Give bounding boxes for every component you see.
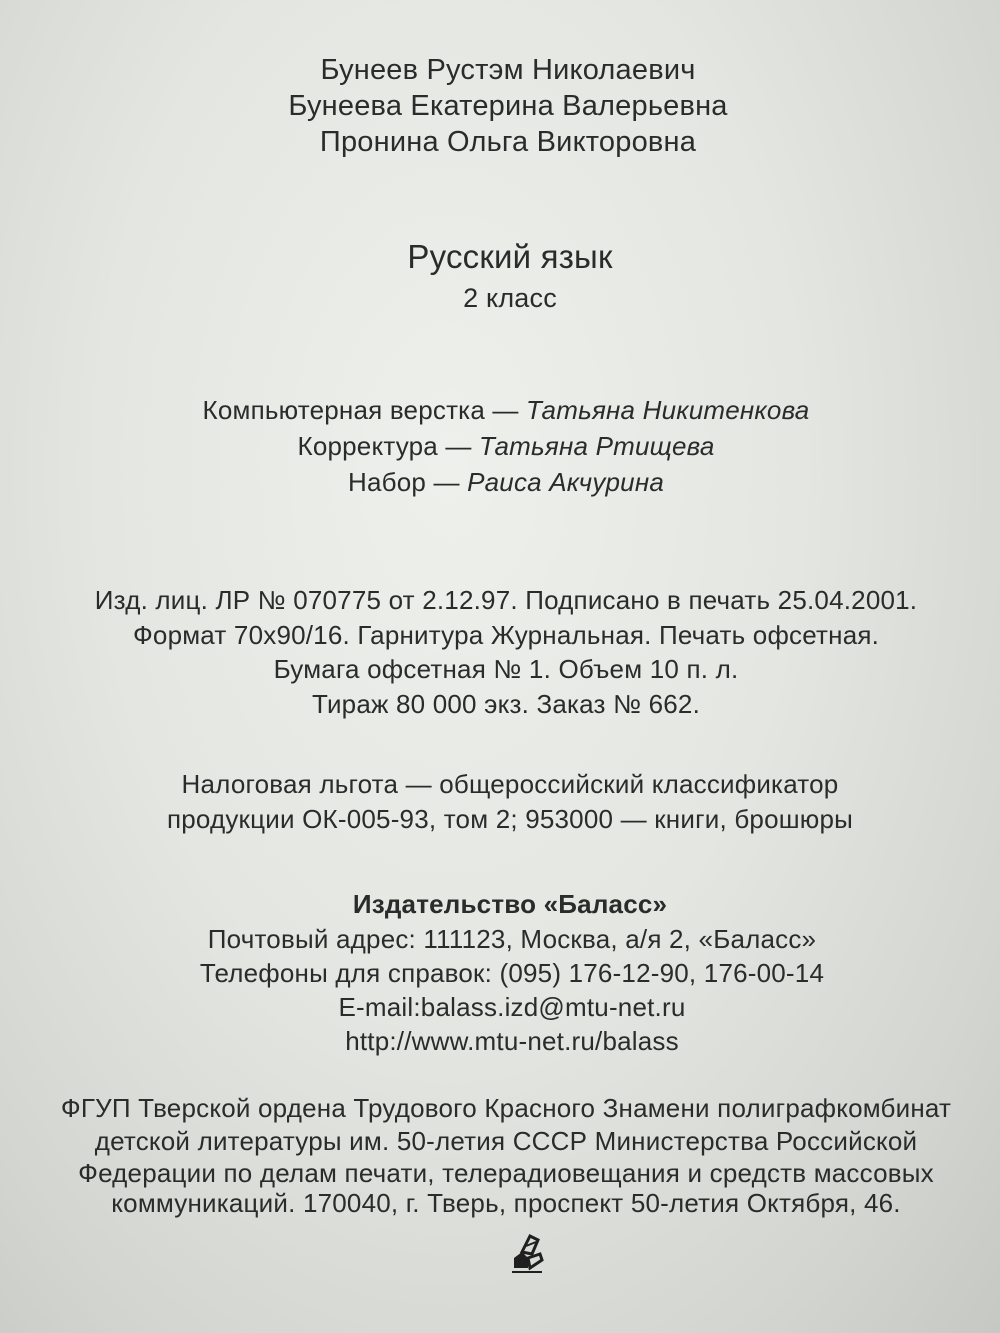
publisher-phones: Телефоны для справок: (095) 176-12-90, 176-00-14 bbox=[199, 958, 825, 988]
publisher-email: E-mail:balass.izd@mtu-net.ru bbox=[338, 992, 686, 1022]
printer-line-3: Федерации по делам печати, телерадиовещания и средств массовых bbox=[78, 1158, 934, 1188]
publisher-url: http://www.mtu-net.ru/balass bbox=[345, 1026, 679, 1056]
printer-book-logo-icon bbox=[508, 1228, 548, 1276]
tax-line-2: продукции ОК-005-93, том 2; 953000 — книги, брошюры bbox=[166, 804, 854, 834]
credit-proofreading bbox=[6, 429, 1000, 463]
publisher-name: Издательство «Баласс» bbox=[352, 889, 668, 919]
imprint-line-1: Изд. лиц. ЛР № 070775 от 2.12.97. Подписано в печать 25.04.2001. bbox=[94, 585, 918, 615]
publisher-address: Почтовый адрес: 111123, Москва, а/я 2, «Баласс» bbox=[207, 924, 817, 954]
printer-line-1: ФГУП Тверской ордена Трудового Красного Знамени полиграфкомбинат bbox=[60, 1093, 952, 1123]
author-3: Пронина Ольга Викторовна bbox=[319, 126, 697, 158]
printer-line-2: детской литературы им. 50-летия СССР Министерства Российской bbox=[94, 1126, 918, 1156]
credit-role: Компьютерная верстка — bbox=[202, 395, 527, 425]
book-grade: 2 класс bbox=[463, 283, 557, 313]
printer-line-4: коммуникаций. 170040, г. Тверь, проспект 50-летия Октября, 46. bbox=[111, 1188, 901, 1218]
credit-role: Корректура — bbox=[297, 431, 480, 461]
imprint-line-3: Бумага офсетная № 1. Объем 10 п. л. bbox=[273, 654, 739, 684]
credit-person: Раиса Акчурина bbox=[467, 467, 665, 497]
credit-layout bbox=[6, 393, 1000, 427]
imprint-line-4: Тираж 80 000 экз. Заказ № 662. bbox=[312, 689, 700, 719]
author-2: Бунеева Екатерина Валерьевна bbox=[288, 90, 728, 122]
tax-line-1: Налоговая льгота — общероссийский классификатор bbox=[181, 769, 839, 799]
credit-person: Татьяна Ртищева bbox=[479, 431, 715, 461]
book-title: Русский язык bbox=[407, 238, 613, 275]
credit-typesetting bbox=[6, 465, 1000, 499]
credit-role: Набор — bbox=[347, 467, 468, 497]
imprint-line-2: Формат 70х90/16. Гарнитура Журнальная. Печать офсетная. bbox=[132, 620, 880, 650]
credit-person: Татьяна Никитенкова bbox=[526, 395, 810, 425]
author-1: Бунеев Рустэм Николаевич bbox=[320, 54, 696, 86]
